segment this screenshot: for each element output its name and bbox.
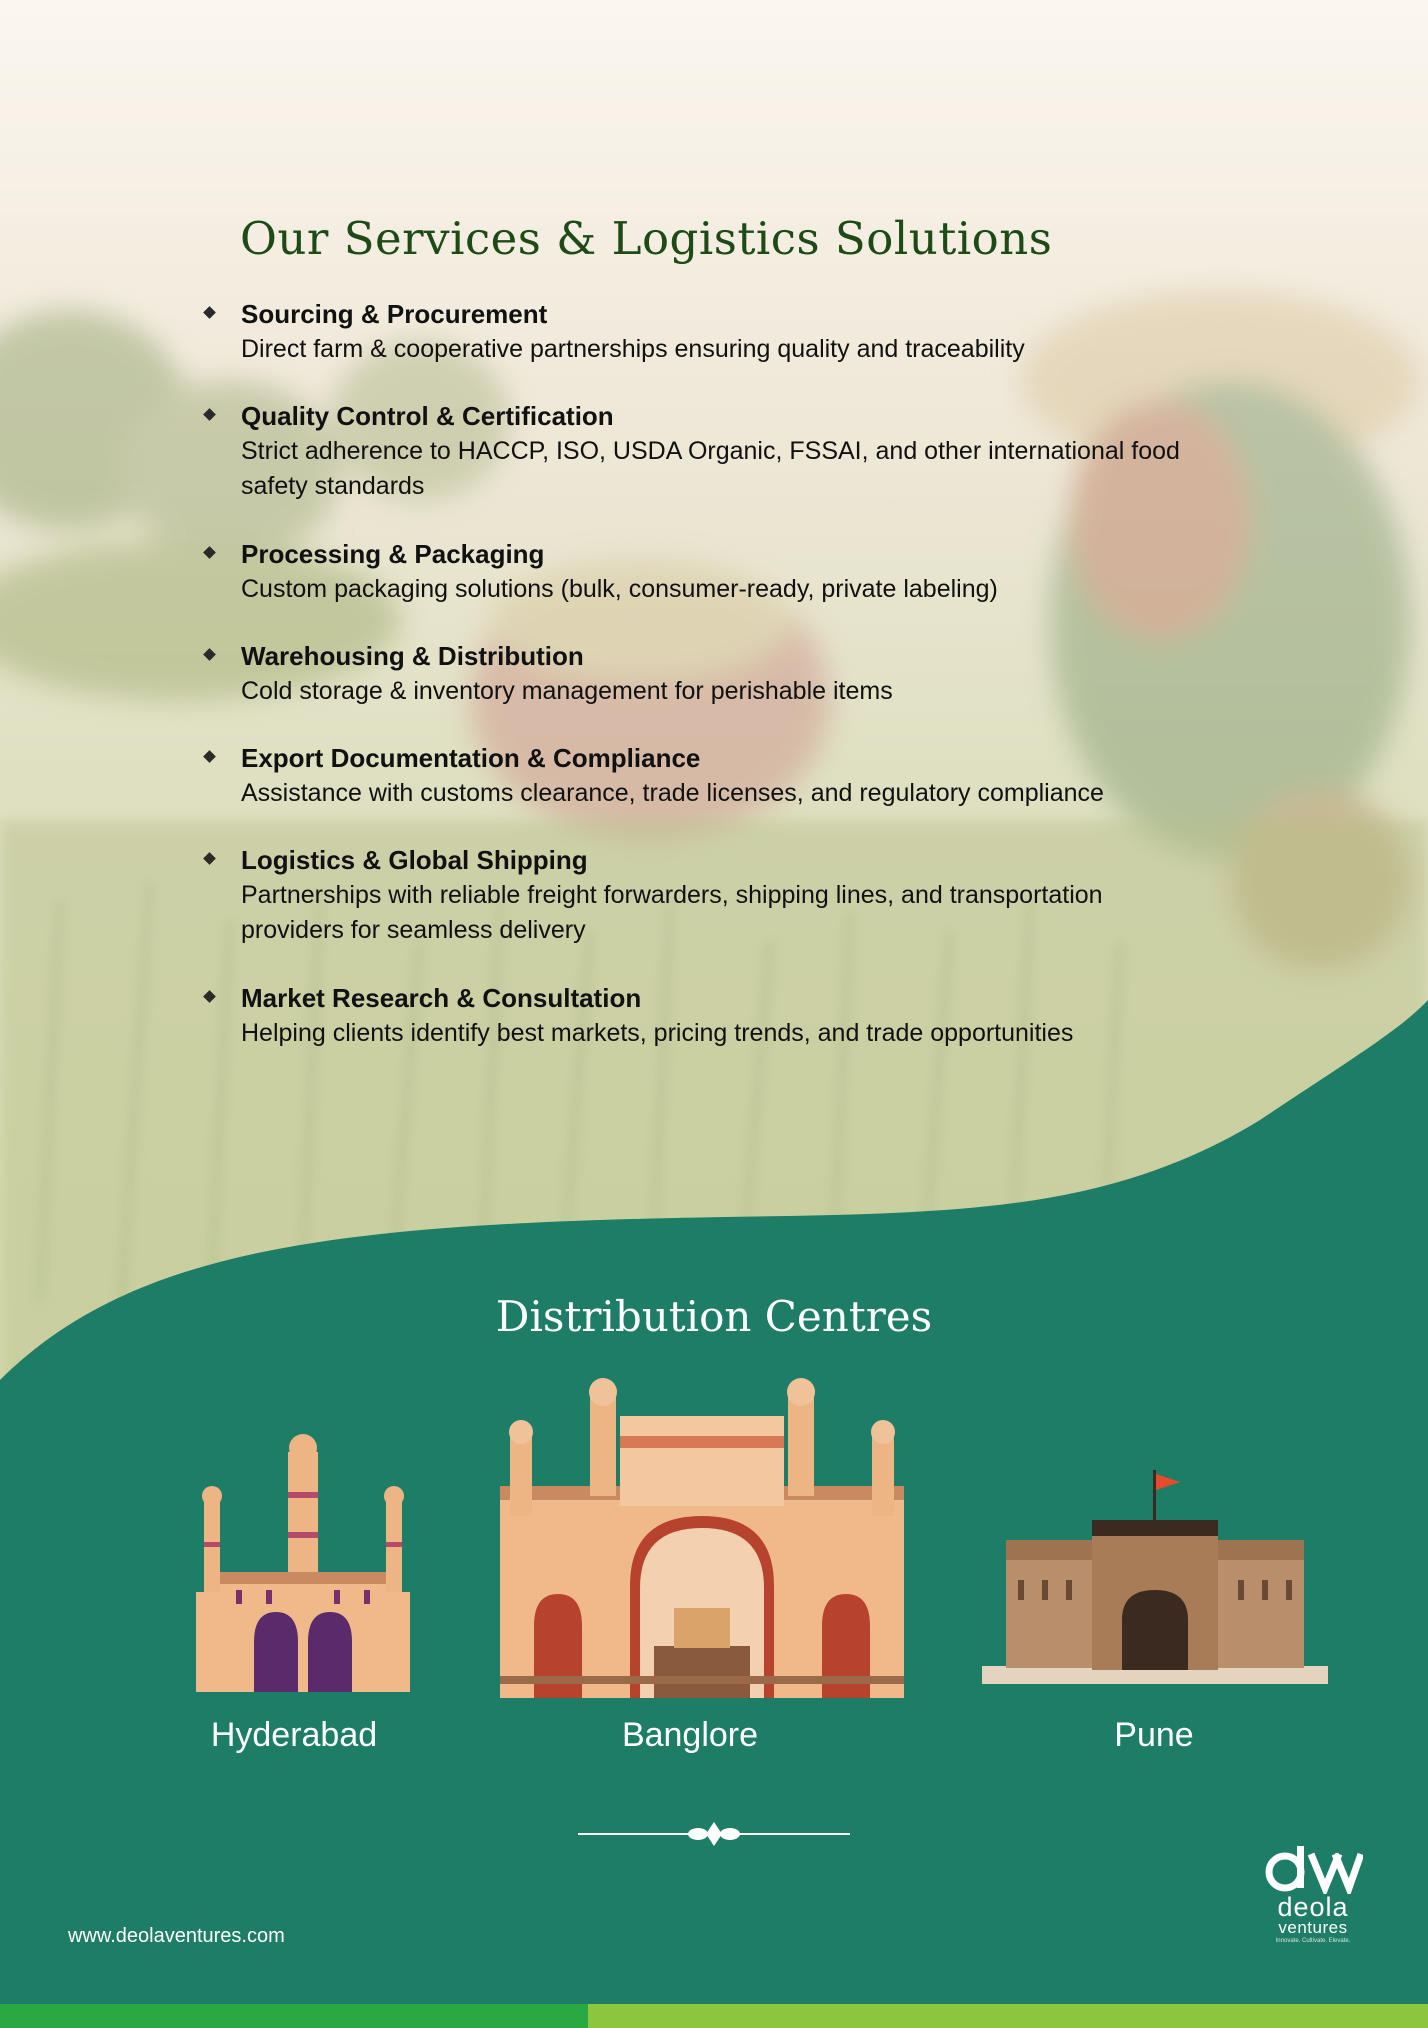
service-item bbox=[200, 740, 1220, 842]
logo-tagline: Innovate. Cultivate. Elevate. bbox=[1275, 1938, 1351, 1944]
page-title: Our Services & Logistics Solutions bbox=[240, 212, 1053, 265]
service-description: Custom packaging solutions (bulk, consumer-ready, private labeling) bbox=[241, 575, 998, 603]
charminar-icon bbox=[196, 1432, 410, 1692]
logo-name: deola bbox=[1277, 1892, 1349, 1922]
diamond-bullet-icon bbox=[203, 750, 216, 763]
footer-bar-green bbox=[0, 2004, 588, 2028]
service-description: Direct farm & cooperative partnerships ensuring quality and traceability bbox=[241, 335, 1025, 363]
service-description: Assistance with customs clearance, trade licenses, and regulatory compliance bbox=[241, 779, 1104, 807]
website-link[interactable]: www.deolaventures.com bbox=[68, 1925, 285, 1947]
service-title: Export Documentation & Compliance bbox=[241, 743, 701, 773]
service-title: Processing & Packaging bbox=[241, 539, 545, 569]
service-item bbox=[200, 536, 1220, 638]
city-label-pune: Pune bbox=[1114, 1716, 1194, 1754]
service-description: Partnerships with reliable freight forwarders, shipping lines, and transportation providers for seamless delivery bbox=[241, 881, 1103, 944]
footer-bar-lime bbox=[588, 2004, 1428, 2028]
diamond-bullet-icon bbox=[203, 852, 216, 865]
service-description: Helping clients identify best markets, pricing trends, and trade opportunities bbox=[241, 1019, 1074, 1047]
diamond-bullet-icon bbox=[203, 408, 216, 421]
diamond-bullet-icon bbox=[203, 306, 216, 319]
diamond-bullet-icon bbox=[203, 648, 216, 661]
services-list bbox=[200, 296, 1220, 1052]
service-title: Warehousing & Distribution bbox=[241, 641, 584, 671]
city-label-hyderabad: Hyderabad bbox=[210, 1716, 378, 1754]
city-label-banglore: Banglore bbox=[621, 1716, 759, 1754]
service-item bbox=[200, 638, 1220, 740]
service-description: Cold storage & inventory management for perishable items bbox=[241, 677, 893, 705]
service-title: Logistics & Global Shipping bbox=[241, 845, 588, 875]
distribution-title: Distribution Centres bbox=[495, 1292, 933, 1341]
service-item bbox=[200, 296, 1220, 398]
ornament-divider-icon bbox=[578, 1818, 850, 1850]
logo-subtitle: ventures bbox=[1278, 1918, 1348, 1937]
service-item bbox=[200, 842, 1220, 980]
dv-monogram-icon bbox=[1263, 1842, 1363, 1894]
diamond-bullet-icon bbox=[203, 546, 216, 559]
deola-ventures-logo bbox=[1258, 1842, 1368, 1946]
mysore-palace-icon bbox=[490, 1376, 914, 1698]
service-title: Market Research & Consultation bbox=[241, 983, 642, 1013]
service-title: Sourcing & Procurement bbox=[241, 299, 548, 329]
shaniwar-wada-icon bbox=[982, 1470, 1328, 1684]
service-description: Strict adherence to HACCP, ISO, USDA Organic, FSSAI, and other international food safety standards bbox=[241, 437, 1180, 500]
service-item bbox=[200, 398, 1220, 536]
service-title: Quality Control & Certification bbox=[241, 401, 614, 431]
